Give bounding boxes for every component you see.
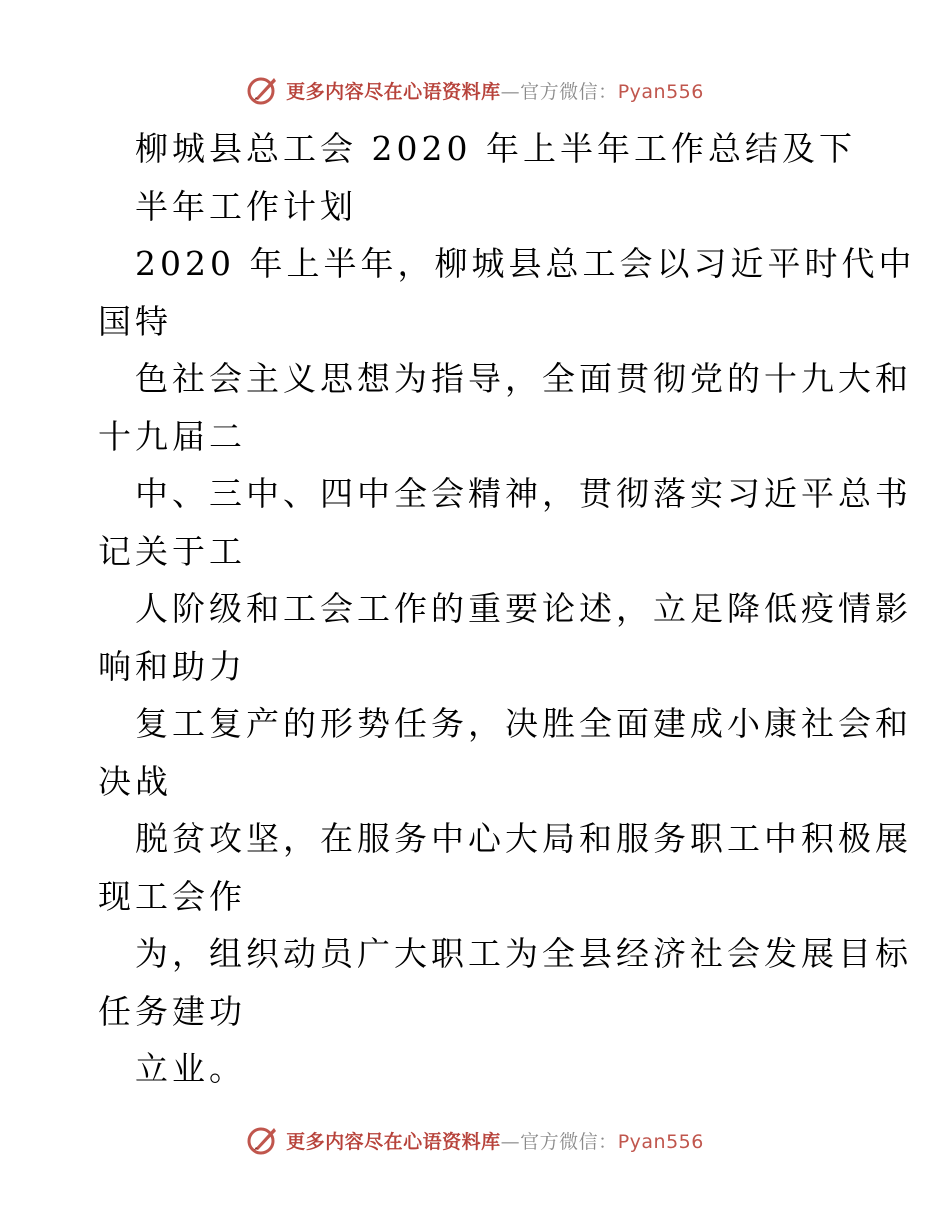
watermark-text (286, 1127, 704, 1154)
watermark-label: 官方微信： (520, 1130, 618, 1153)
text-line: 复工复产的形势任务，决胜全面建成小康社会和 (135, 704, 912, 743)
watermark-handle: Pyan556 (617, 1130, 704, 1153)
quill-logo-icon (246, 73, 280, 107)
text-line: 2020 年上半年，柳城县总工会以习近平时代中 (135, 244, 916, 283)
text-line: 脱贫攻坚，在服务中心大局和服务职工中积极展 (135, 819, 912, 858)
text-line: 十九届二 (98, 416, 246, 456)
text-line: 响和助力 (98, 646, 246, 686)
text-line: 任务建功 (98, 991, 246, 1031)
text-line: 决战 (98, 761, 172, 801)
text-line: 记关于工 (98, 531, 246, 571)
watermark-label: 官方微信： (520, 80, 618, 103)
text-line: 国特 (98, 301, 172, 341)
text-line: 柳城县总工会 2020 年上半年工作总结及下 (135, 129, 856, 168)
text-line: 色社会主义思想为指导，全面贯彻党的十九大和 (135, 359, 912, 398)
watermark-separator: — (500, 80, 521, 103)
watermark-text (286, 77, 704, 104)
text-line: 半年工作计划 (135, 186, 357, 226)
watermark-brand: 更多内容尽在心语资料库 (286, 80, 501, 103)
text-line: 中、三中、四中全会精神，贯彻落实习近平总书 (135, 474, 912, 513)
document-body (98, 120, 916, 1098)
footer-watermark (0, 1120, 950, 1160)
quill-logo-icon (246, 1123, 280, 1157)
watermark-separator: — (500, 1130, 521, 1153)
watermark-brand: 更多内容尽在心语资料库 (286, 1130, 501, 1153)
text-line: 立业。 (135, 1049, 246, 1088)
text-line: 现工会作 (98, 876, 246, 916)
header-watermark (0, 70, 950, 110)
text-line: 为，组织动员广大职工为全县经济社会发展目标 (135, 934, 912, 973)
text-line: 人阶级和工会工作的重要论述，立足降低疫情影 (135, 589, 912, 628)
watermark-handle: Pyan556 (617, 80, 704, 103)
